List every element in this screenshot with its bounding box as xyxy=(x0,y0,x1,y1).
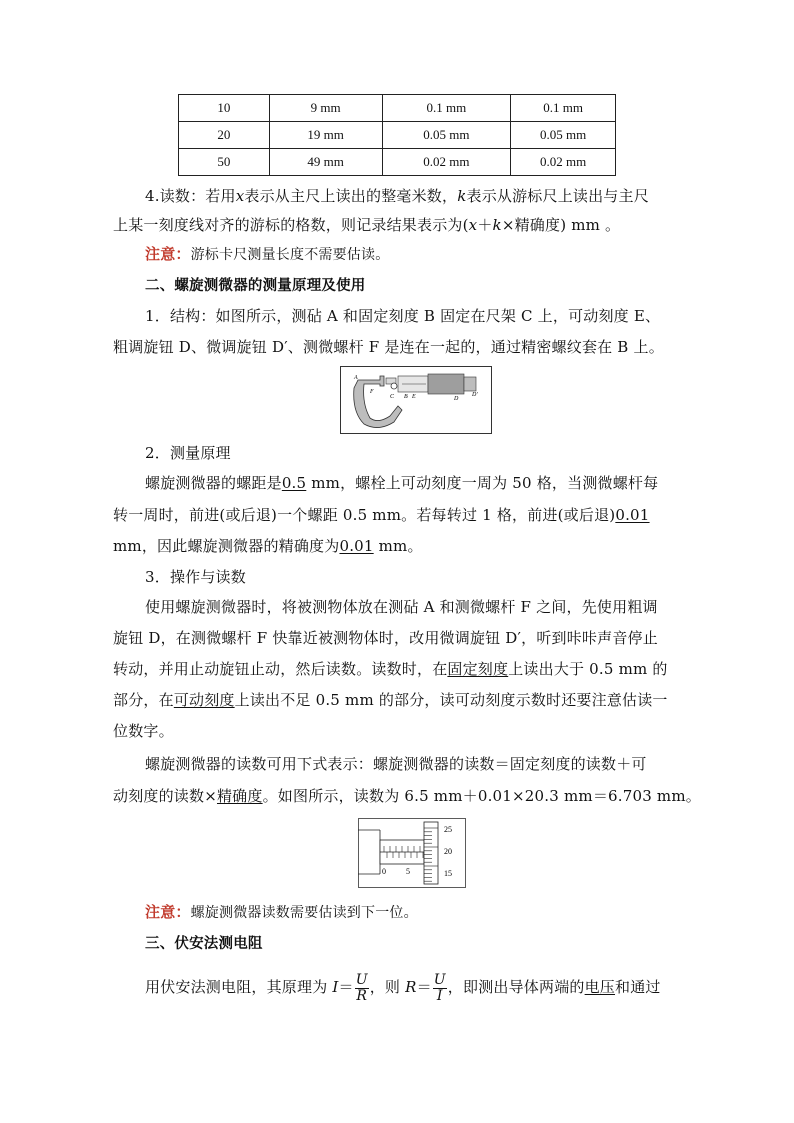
section-3-line-1: 用伏安法测电阻，其原理为 I＝ $\frac{U}{R}$ ，则 R＝ $\frac{U}{I}$ ，即测出导体两端的电压和通过 xyxy=(145,971,661,1004)
table-cell: 49 mm xyxy=(269,149,382,176)
table-cell: 0.02 mm xyxy=(511,149,616,176)
table-cell: 20 xyxy=(179,122,270,149)
formula-line-1: 螺旋测微器的读数可用下式表示：螺旋测微器的读数＝固定刻度的读数＋可 xyxy=(145,755,647,773)
micrometer-reading-figure xyxy=(358,818,466,888)
principle-line-1: 螺旋测微器的螺距是0.5 mm，螺栓上可动刻度一周为 50 格，当测微螺杆每 xyxy=(145,474,659,492)
reading-line-1: 4.读数：若用x表示从主尺上读出的整毫米数，k表示从游标尺上读出与主尺 xyxy=(145,187,649,205)
table-cell: 0.05 mm xyxy=(382,122,511,149)
micrometer-figure xyxy=(340,366,492,434)
operation-line-1: 使用螺旋测微器时，将被测物体放在测砧 A 和测微螺杆 F 之间，先使用粗调 xyxy=(145,598,658,616)
table-cell: 0.02 mm xyxy=(382,149,511,176)
thimble-label-25: 25 xyxy=(444,825,452,834)
table-cell: 50 xyxy=(179,149,270,176)
section-2-title: 二、螺旋测微器的测量原理及使用 xyxy=(145,278,366,294)
formula-line-2: 动刻度的读数×精确度。如图所示，读数为 6.5 mm＋0.01×20.3 mm＝6.703 mm。 xyxy=(113,787,701,805)
table-cell: 9 mm xyxy=(269,95,382,122)
label-B: B xyxy=(404,394,408,400)
principle-title: 2．测量原理 xyxy=(145,444,231,462)
reading-line-2: 上某一刻度线对齐的游标的格数，则记录结果表示为(x＋k×精确度) mm 。 xyxy=(113,216,621,234)
fixed-label-5: 5 xyxy=(406,867,410,876)
principle-line-3: mm，因此螺旋测微器的精确度为0.01 mm。 xyxy=(113,537,423,555)
thimble-label-20: 20 xyxy=(444,847,452,856)
table-cell: 0.1 mm xyxy=(511,95,616,122)
note-micrometer: 注意：螺旋测微器读数需要估读到下一位。 xyxy=(145,903,418,921)
thimble-label-15: 15 xyxy=(444,869,452,878)
fixed-label-0: 0 xyxy=(382,867,386,876)
note-vernier: 注意：游标卡尺测量长度不需要估读。 xyxy=(145,245,390,263)
table-row xyxy=(179,95,616,122)
table-cell: 10 xyxy=(179,95,270,122)
operation-line-4: 部分，在可动刻度上读出不足 0.5 mm 的部分，读可动刻度示数时还要注意估读一 xyxy=(113,691,668,709)
vernier-precision-table xyxy=(178,94,616,176)
label-D-prime: D′ xyxy=(472,392,478,398)
note-label: 注意： xyxy=(145,245,191,263)
label-D: D xyxy=(454,396,459,402)
structure-line-2: 粗调旋钮 D、微调旋钮 D′、测微螺杆 F 是连在一起的，通过精密螺纹套在 B 上。 xyxy=(113,338,664,356)
operation-line-3: 转动，并用止动旋钮止动，然后读数。读数时，在固定刻度上读出大于 0.5 mm 的 xyxy=(113,660,668,678)
table-cell: 0.05 mm xyxy=(511,122,616,149)
structure-line-1: 1．结构：如图所示，测砧 A 和固定刻度 B 固定在尺架 C 上，可动刻度 E、 xyxy=(145,307,661,325)
label-C: C xyxy=(390,394,395,400)
note-label: 注意： xyxy=(145,903,191,921)
operation-title: 3．操作与读数 xyxy=(145,568,246,586)
principle-line-2: 转一周时，前进(或后退)一个螺距 0.5 mm。若每转过 1 格，前进(或后退)0.01 xyxy=(113,506,650,524)
label-F: F xyxy=(370,389,374,395)
table-row xyxy=(179,122,616,149)
section-3-title: 三、伏安法测电阻 xyxy=(145,936,263,952)
table-cell: 0.1 mm xyxy=(382,95,511,122)
table-row xyxy=(179,149,616,176)
fraction-U-over-I: $\frac{U}{I}$ xyxy=(433,971,446,1004)
fraction-U-over-R: $\frac{U}{R}$ xyxy=(355,971,368,1004)
label-A: A xyxy=(354,375,358,381)
operation-line-2: 旋钮 D，在测微螺杆 F 快靠近被测物体时，改用微调旋钮 D′，听到咔咔声音停止 xyxy=(113,629,658,647)
table-cell: 19 mm xyxy=(269,122,382,149)
label-E: E xyxy=(412,394,416,400)
operation-line-5: 位数字。 xyxy=(113,722,174,740)
